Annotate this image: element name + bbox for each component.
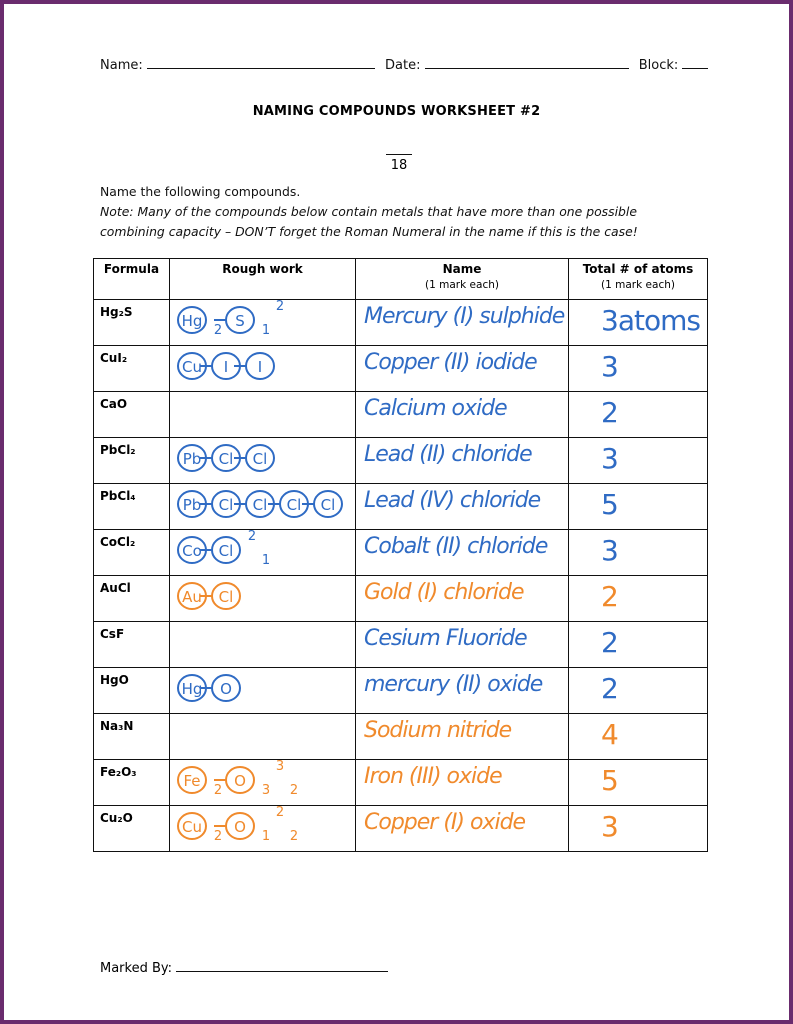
total-atoms-answer: 3 [569,806,708,852]
marked-by-blank [176,959,388,972]
table-header-row [94,259,708,300]
rough-token: Pb [182,496,202,514]
header-total-sub: (1 mark each) [601,279,675,291]
rough-token: Cl [252,450,268,468]
compound-name-answer: Cesium Fluoride [356,622,569,668]
rough-work-cell [170,300,356,346]
rough-token: S [235,312,245,330]
compound-name-answer: Copper (II) iodide [356,346,569,392]
rough-token: 1 [261,323,271,338]
rough-work-sketch [170,300,355,340]
total-atoms-answer: 2 [569,576,708,622]
worksheet-page [4,4,789,1020]
instruction-note-2: combining capacity – DON’T forget the Roman Numeral in the name if this is the case! [100,224,638,239]
marked-by-row [100,959,388,976]
compound-name-answer: Gold (I) chloride [356,576,569,622]
rough-token: I [223,358,229,376]
table-row [94,392,708,438]
rough-work-sketch [170,668,355,708]
block-blank [682,56,708,69]
formula-cell: PbCl₄ [94,484,170,530]
header-formula [94,259,170,300]
compound-name-answer: Calcium oxide [356,392,569,438]
table-row [94,530,708,576]
rough-token: 2 [289,829,299,844]
rough-work-cell [170,438,356,484]
name-blank [147,56,375,69]
table-row [94,668,708,714]
compound-name-answer: mercury (II) oxide [356,668,569,714]
formula-cell: CuI₂ [94,346,170,392]
header-name [356,259,569,300]
table-row [94,300,708,346]
date-blank [425,56,629,69]
rough-token: Cl [218,496,234,514]
rough-token: 1 [261,553,271,568]
rough-token: Au [182,588,202,606]
rough-work-sketch [170,576,355,616]
rough-token: Cl [218,588,234,606]
rough-work-sketch [170,806,355,846]
formula-cell: Na₃N [94,714,170,760]
rough-work-cell [170,668,356,714]
compound-name-answer: Sodium nitride [356,714,569,760]
formula-cell: CsF [94,622,170,668]
total-atoms-answer: 4 [569,714,708,760]
total-atoms-answer: 5 [569,484,708,530]
rough-token: O [220,680,232,698]
rough-token: 2 [289,783,299,798]
header-rough [170,259,356,300]
table-row [94,622,708,668]
instruction-note-1: Note: Many of the compounds below contain metals that have more than one possible [100,204,637,219]
block-label: Block: [638,58,679,73]
rough-token: Cu [182,818,202,836]
compound-name-answer: Lead (IV) chloride [356,484,569,530]
formula-cell: AuCl [94,576,170,622]
rough-token: O [234,818,246,836]
rough-work-cell [170,760,356,806]
formula-cell: CaO [94,392,170,438]
rough-token: 3 [261,783,271,798]
total-atoms-answer: 2 [569,622,708,668]
total-atoms-answer: 2 [569,668,708,714]
rough-token: 2 [275,300,285,314]
header-name-sub: (1 mark each) [425,279,499,291]
rough-work-cell [170,622,356,668]
rough-work-cell [170,806,356,852]
score-total: 18 [390,158,408,173]
table-row [94,346,708,392]
total-atoms-answer: 3 [569,346,708,392]
header-formula-label: Formula [103,262,160,276]
worksheet-title: NAMING COMPOUNDS WORKSHEET #2 [252,104,541,119]
table-row [94,806,708,852]
table-row [94,760,708,806]
instructions [100,182,690,242]
table-row [94,714,708,760]
rough-token: 1 [261,829,271,844]
score-blank [386,154,412,155]
header-name-label: Name [442,262,482,276]
rough-work-cell [170,530,356,576]
rough-work-sketch [170,346,355,386]
rough-token: Cl [218,450,234,468]
table-row [94,484,708,530]
rough-work-cell [170,576,356,622]
rough-token: I [257,358,263,376]
formula-cell: Cu₂O [94,806,170,852]
header-rough-label: Rough work [222,262,303,276]
rough-token: Hg [181,680,203,698]
rough-token: 2 [213,783,223,798]
rough-work-sketch [170,530,355,570]
rough-work-cell [170,346,356,392]
formula-cell: Fe₂O₃ [94,760,170,806]
compound-name-answer: Lead (II) chloride [356,438,569,484]
marked-by-label: Marked By: [100,961,173,976]
compound-name-answer: Iron (III) oxide [356,760,569,806]
rough-token: 2 [247,530,257,544]
rough-work-cell [170,484,356,530]
rough-token: Co [182,542,202,560]
total-atoms-answer: 3 [569,530,708,576]
rough-token: Cu [182,358,202,376]
rough-token: Hg [181,312,203,330]
total-atoms-answer: 5 [569,760,708,806]
rough-token: 2 [275,806,285,820]
total-atoms-answer: 3atoms [569,300,708,346]
rough-work-cell [170,714,356,760]
rough-token: Cl [218,542,234,560]
compound-name-answer: Mercury (I) sulphide [356,300,569,346]
rough-token: 2 [213,829,223,844]
formula-cell: HgO [94,668,170,714]
formula-cell: Hg₂S [94,300,170,346]
header-total [569,259,708,300]
total-atoms-answer: 3 [569,438,708,484]
formula-cell: CoCl₂ [94,530,170,576]
header-total-label: Total # of atoms [582,262,694,276]
rough-token: Cl [320,496,336,514]
rough-token: 2 [213,323,223,338]
table-row [94,576,708,622]
name-label: Name: [100,58,143,73]
score-box [384,154,414,173]
rough-work-sketch [170,760,355,800]
rough-work-sketch [170,438,355,478]
compounds-table [93,258,708,852]
total-atoms-answer: 2 [569,392,708,438]
rough-token: Pb [182,450,202,468]
rough-token: Cl [286,496,302,514]
table-row [94,438,708,484]
student-info-row [100,56,700,73]
formula-cell: PbCl₂ [94,438,170,484]
rough-token: Fe [183,772,201,790]
instruction-line: Name the following compounds. [100,184,301,199]
rough-work-cell [170,392,356,438]
date-label: Date: [385,58,421,73]
compound-name-answer: Cobalt (II) chloride [356,530,569,576]
rough-token: 3 [275,760,285,774]
rough-work-sketch [170,484,355,524]
compound-name-answer: Copper (I) oxide [356,806,569,852]
rough-token: Cl [252,496,268,514]
rough-token: O [234,772,246,790]
